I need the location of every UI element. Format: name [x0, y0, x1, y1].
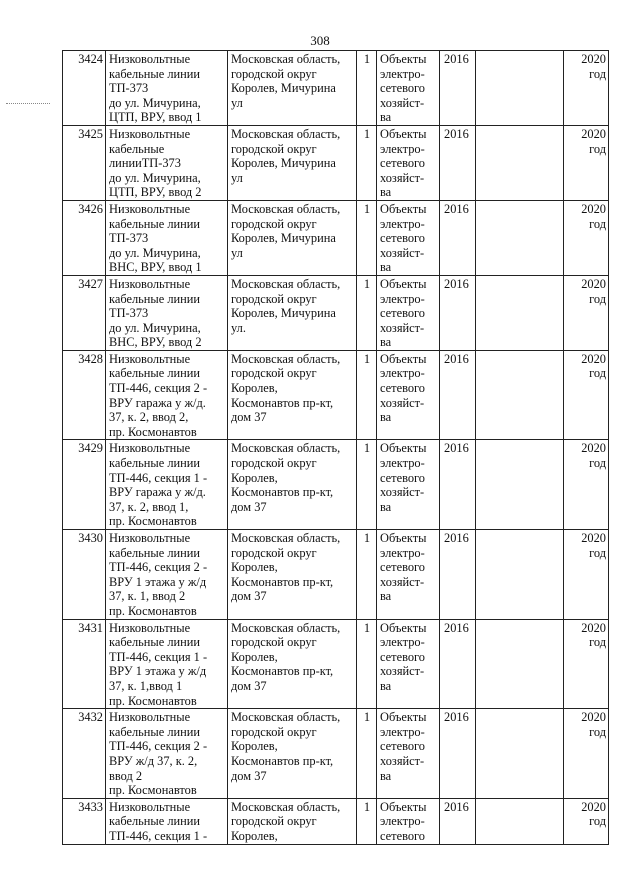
object-quantity-cell	[357, 798, 377, 844]
object-name: Низковольтные кабельные линии ТП-373 до ул. Мичурина, ВНС, ВРУ, ввод 1	[109, 201, 202, 275]
term-year-cell	[564, 798, 609, 844]
object-quantity-cell	[357, 200, 377, 275]
object-quantity-cell	[357, 51, 377, 126]
object-address: Московская область, городской округ Королев, Космонавтов пр-кт, дом 37	[231, 531, 341, 604]
object-quantity: 1	[363, 799, 371, 814]
commission-year-cell	[440, 440, 476, 530]
object-quantity-cell	[357, 275, 377, 350]
object-address: Московская область, городской округ Королев, Космонавтов пр-кт, дом 37	[231, 620, 341, 693]
empty-column-cell	[476, 530, 564, 620]
object-address: Московская область, городской округ Королев, Космонавтов пр-кт, дом 37	[231, 351, 341, 425]
row-number-cell	[63, 709, 106, 799]
object-address-cell	[228, 798, 357, 844]
row-number-cell	[63, 350, 106, 440]
object-address-cell	[228, 200, 357, 275]
commission-year-cell	[440, 619, 476, 709]
table-row	[63, 275, 609, 350]
empty-column-cell	[476, 275, 564, 350]
row-number: 3425	[78, 126, 103, 141]
commission-year-cell	[440, 125, 476, 200]
object-address-cell	[228, 350, 357, 440]
object-quantity-cell	[357, 440, 377, 530]
object-name-cell	[106, 530, 228, 620]
object-name-cell	[106, 709, 228, 799]
term-year: 2020 год	[581, 351, 606, 381]
object-category: Объекты электро- сетевого хозяйст- ва	[380, 201, 427, 275]
object-name-cell	[106, 440, 228, 530]
row-number-cell	[63, 440, 106, 530]
object-category-cell	[377, 350, 440, 440]
commission-year: 2016	[444, 441, 469, 456]
term-year: 2020 год	[581, 276, 606, 306]
commission-year: 2016	[444, 531, 469, 545]
term-year-cell	[564, 350, 609, 440]
object-name: Низковольтные кабельные линии ТП-446, секция 2 - ВРУ 1 этажа у ж/д 37, к. 1, ввод 2 пр. Космонавтов	[109, 531, 208, 618]
object-name: Низковольтные кабельные линии ТП-446, секция 1 - ВРУ гаража у ж/д. 37, к. 2, ввод 1, пр. Космонавтов	[109, 441, 208, 529]
table-row	[63, 709, 609, 799]
row-number-cell	[63, 275, 106, 350]
commission-year-cell	[440, 200, 476, 275]
row-number-cell	[63, 619, 106, 709]
row-number-cell	[63, 200, 106, 275]
commission-year: 2016	[444, 710, 469, 725]
term-year-cell	[564, 530, 609, 620]
object-address: Московская область, городской округ Королев, Мичурина ул	[231, 126, 341, 185]
commission-year: 2016	[444, 52, 469, 66]
object-name: Низковольтные кабельные линии ТП-446, секция 1 - ВРУ 1 этажа у ж/д 37, к. 1,ввод 1 пр. Космонавтов	[109, 620, 208, 708]
object-quantity: 1	[363, 351, 371, 366]
object-category-cell	[377, 51, 440, 126]
row-number: 3427	[78, 276, 103, 291]
object-quantity: 1	[363, 201, 371, 216]
commission-year-cell	[440, 709, 476, 799]
term-year-cell	[564, 709, 609, 799]
object-category-cell	[377, 275, 440, 350]
object-address: Московская область, городской округ Королев, Мичурина ул.	[231, 276, 341, 335]
row-number-cell	[63, 798, 106, 844]
row-number-cell	[63, 125, 106, 200]
object-address-cell	[228, 530, 357, 620]
commission-year: 2016	[444, 201, 469, 216]
commission-year: 2016	[444, 799, 469, 814]
term-year: 2020 год	[581, 201, 606, 231]
object-quantity: 1	[363, 126, 371, 141]
object-address: Московская область, городской округ Королев, Мичурина ул	[231, 201, 341, 260]
object-name: Низковольтные кабельные линии ТП-446, секция 2 - ВРУ ж/д 37, к. 2, ввод 2 пр. Космонавтов	[109, 710, 208, 798]
commission-year-cell	[440, 275, 476, 350]
table-row	[63, 440, 609, 530]
object-name: Низковольтные кабельные линии ТП-446, секция 2 - ВРУ гаража у ж/д. 37, к. 2, ввод 2, пр. Космонавтов	[109, 351, 208, 439]
term-year-cell	[564, 51, 609, 126]
empty-column-cell	[476, 125, 564, 200]
commission-year-cell	[440, 350, 476, 440]
empty-column-cell	[476, 798, 564, 844]
object-address-cell	[228, 125, 357, 200]
row-number: 3430	[78, 531, 103, 545]
object-category-cell	[377, 440, 440, 530]
object-category: Объекты электро- сетевого хозяйст- ва	[380, 52, 427, 125]
object-name-cell	[106, 275, 228, 350]
commission-year: 2016	[444, 126, 469, 141]
object-address-cell	[228, 709, 357, 799]
object-name-cell	[106, 619, 228, 709]
term-year: 2020 год	[581, 799, 606, 829]
object-category-cell	[377, 200, 440, 275]
empty-column-cell	[476, 51, 564, 126]
object-category: Объекты электро- сетевого хозяйст- ва	[380, 351, 427, 425]
term-year: 2020 год	[581, 531, 606, 560]
row-number: 3431	[78, 620, 103, 635]
empty-column-cell	[476, 440, 564, 530]
object-quantity: 1	[363, 531, 371, 545]
term-year-cell	[564, 275, 609, 350]
object-name: Низковольтные кабельные линии ТП-373 до ул. Мичурина, ВНС, ВРУ, ввод 2	[109, 276, 202, 350]
table-row	[63, 619, 609, 709]
object-quantity: 1	[363, 620, 371, 635]
object-quantity: 1	[363, 710, 371, 725]
object-name-cell	[106, 350, 228, 440]
object-category-cell	[377, 530, 440, 620]
table-row	[63, 200, 609, 275]
term-year-cell	[564, 125, 609, 200]
table-row	[63, 125, 609, 200]
object-address: Московская область, городской округ Королев, Космонавтов пр-кт, дом 37	[231, 441, 341, 514]
row-number: 3432	[78, 710, 103, 725]
object-category: Объекты электро- сетевого хозяйст- ва	[380, 531, 427, 604]
term-year-cell	[564, 440, 609, 530]
object-category: Объекты электро- сетевого хозяйст- ва	[380, 441, 427, 514]
object-address-cell	[228, 51, 357, 126]
object-category: Объекты электро- сетевого хозяйст- ва	[380, 276, 427, 350]
object-name-cell	[106, 125, 228, 200]
object-category: Объекты электро- сетевого хозяйст- ва	[380, 126, 427, 200]
term-year: 2020 год	[581, 620, 606, 650]
term-year: 2020 год	[581, 126, 606, 156]
commission-year-cell	[440, 530, 476, 620]
object-category: Объекты электро- сетевого хозяйст- ва	[380, 710, 427, 783]
registry-table	[62, 50, 609, 845]
row-number-cell	[63, 530, 106, 620]
object-name: Низковольтные кабельные линии ТП-446, секция 1 -	[109, 799, 208, 843]
page-number: 308	[310, 33, 330, 48]
row-number: 3424	[78, 52, 103, 66]
object-category-cell	[377, 798, 440, 844]
object-address: Московская область, городской округ Королев, Космонавтов пр-кт, дом 37	[231, 710, 341, 783]
term-year-cell	[564, 200, 609, 275]
commission-year: 2016	[444, 620, 469, 635]
object-quantity-cell	[357, 619, 377, 709]
row-number: 3429	[78, 441, 103, 456]
object-name: Низковольтные кабельные линии ТП-373 до ул. Мичурина, ЦТП, ВРУ, ввод 1	[109, 52, 202, 125]
object-quantity: 1	[363, 52, 371, 66]
object-address-cell	[228, 275, 357, 350]
row-number-cell	[63, 51, 106, 126]
object-category-cell	[377, 709, 440, 799]
table-row	[63, 51, 609, 126]
object-category: Объекты электро- сетевого хозяйст- ва	[380, 620, 427, 693]
row-number: 3428	[78, 351, 103, 366]
commission-year: 2016	[444, 276, 469, 291]
registry-rows	[63, 51, 609, 845]
commission-year: 2016	[444, 351, 469, 366]
object-quantity-cell	[357, 350, 377, 440]
row-number: 3426	[78, 201, 103, 216]
object-address: Московская область, городской округ Королев,	[231, 799, 341, 843]
object-name-cell	[106, 798, 228, 844]
empty-column-cell	[476, 709, 564, 799]
object-quantity: 1	[363, 441, 371, 456]
empty-column-cell	[476, 350, 564, 440]
table-row	[63, 798, 609, 844]
object-name-cell	[106, 200, 228, 275]
object-address-cell	[228, 619, 357, 709]
object-name-cell	[106, 51, 228, 126]
object-quantity-cell	[357, 530, 377, 620]
object-category: Объекты электро- сетевого	[380, 799, 427, 843]
commission-year-cell	[440, 798, 476, 844]
object-quantity-cell	[357, 125, 377, 200]
object-category-cell	[377, 619, 440, 709]
commission-year-cell	[440, 51, 476, 126]
row-number: 3433	[78, 799, 103, 814]
table-row	[63, 350, 609, 440]
term-year: 2020 год	[581, 710, 606, 739]
object-quantity-cell	[357, 709, 377, 799]
empty-column-cell	[476, 200, 564, 275]
object-address-cell	[228, 440, 357, 530]
term-year: 2020 год	[581, 52, 606, 81]
object-address: Московская область, городской округ Королев, Мичурина ул	[231, 52, 341, 110]
object-quantity: 1	[363, 276, 371, 291]
term-year: 2020 год	[581, 441, 606, 471]
term-year-cell	[564, 619, 609, 709]
object-category-cell	[377, 125, 440, 200]
object-name: Низковольтные кабельные линииТП-373 до ул. Мичурина, ЦТП, ВРУ, ввод 2	[109, 126, 202, 200]
empty-column-cell	[476, 619, 564, 709]
scan-artifact	[6, 103, 50, 105]
table-row	[63, 530, 609, 620]
